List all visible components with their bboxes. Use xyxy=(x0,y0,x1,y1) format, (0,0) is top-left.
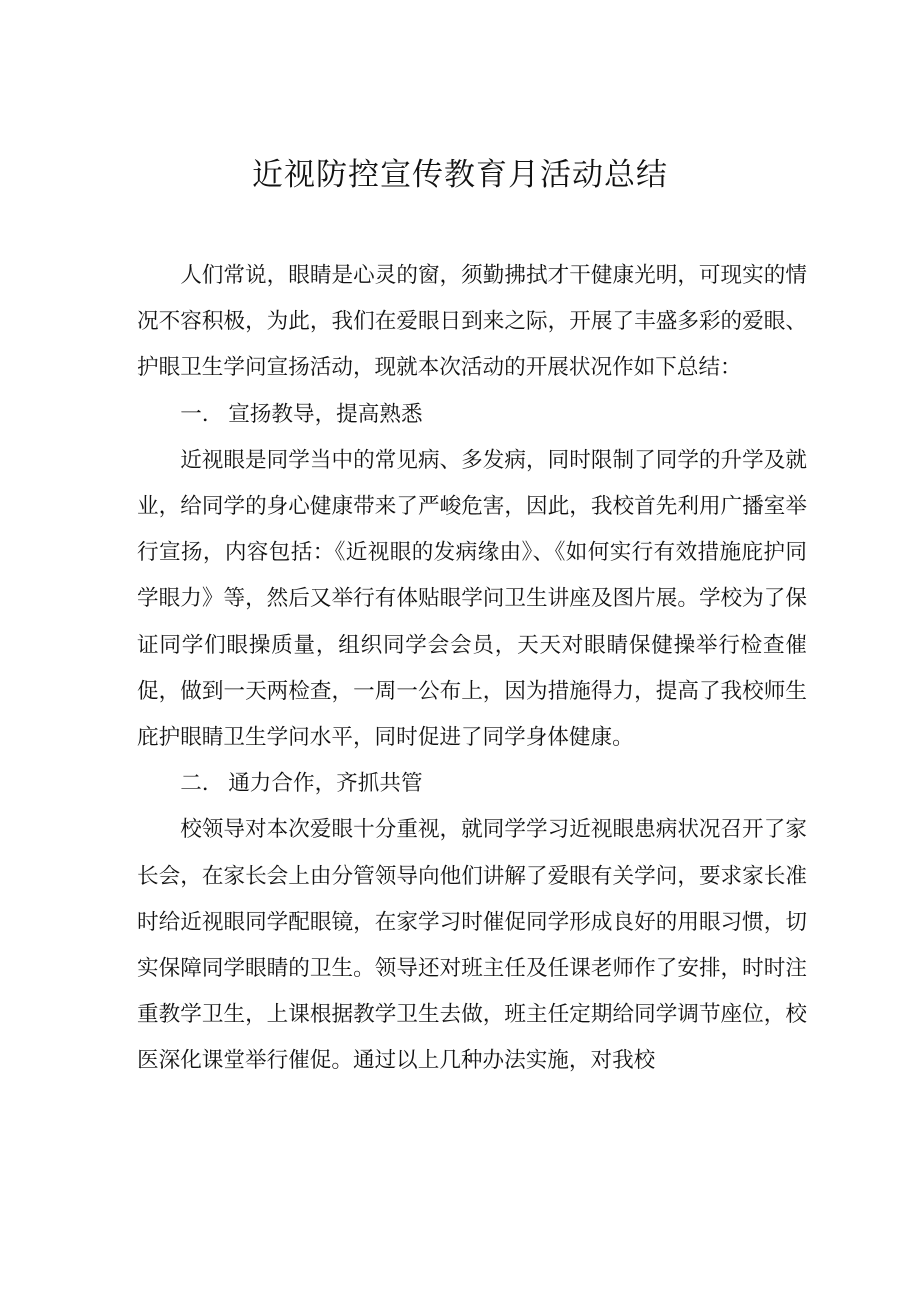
section-heading-1 xyxy=(137,392,807,438)
section-paragraph-2: 校领导对本次爱眼十分重视，就同学学习近视眼患病状况召开了家长会，在家长会上由分管领导向他们讲解了爱眼有关学问，要求家长准时给近视眼同学配眼镜，在家学习时催促同学形成良好的用眼习惯，切实保障同学眼睛的卫生。领导还对班主任及任课老师作了安排，时时注重教学卫生，上课根据教学卫生去做，班主任定期给同学调节座位，校医深化课堂举行催促。通过以上几种办法实施，对我校 xyxy=(137,817,807,1074)
page-title: 近视防控宣传教育月活动总结 xyxy=(252,157,668,193)
intro-paragraph: 人们常说，眼睛是心灵的窗，须勤拂拭才干健康光明，可现实的情况不容积极，为此，我们在爱眼日到来之际，开展了丰盛多彩的爱眼、护眼卫生学问宣扬活动，现就本次活动的开展状况作如下总结： xyxy=(137,263,807,381)
section-heading-text-1: 宣扬教导，提高熟悉 xyxy=(228,401,423,427)
section-paragraph-1: 近视眼是同学当中的常见病、多发病，同时限制了同学的升学及就业，给同学的身心健康带来了严峻危害，因此，我校首先利用广播室举行宣扬，内容包括：《近视眼的发病缘由》、《如何实行有效措施庇护同学眼力》等，然后又举行有体贴眼学问卫生讲座及图片展。学校为了保证同学们眼操质量，组织同学会会员，天天对眼睛保健操举行检查催促，做到一天两检查，一周一公布上，因为措施得力，提高了我校师生庇护眼睛卫生学问水平，同时促进了同学身体健康。 xyxy=(137,447,807,751)
document-body xyxy=(137,253,807,1085)
section-heading-text-2: 通力合作，齐抓共管 xyxy=(228,771,423,797)
section-number-1: 一. xyxy=(180,401,209,427)
section-heading-2 xyxy=(137,761,807,807)
section-number-2: 二. xyxy=(180,771,209,797)
